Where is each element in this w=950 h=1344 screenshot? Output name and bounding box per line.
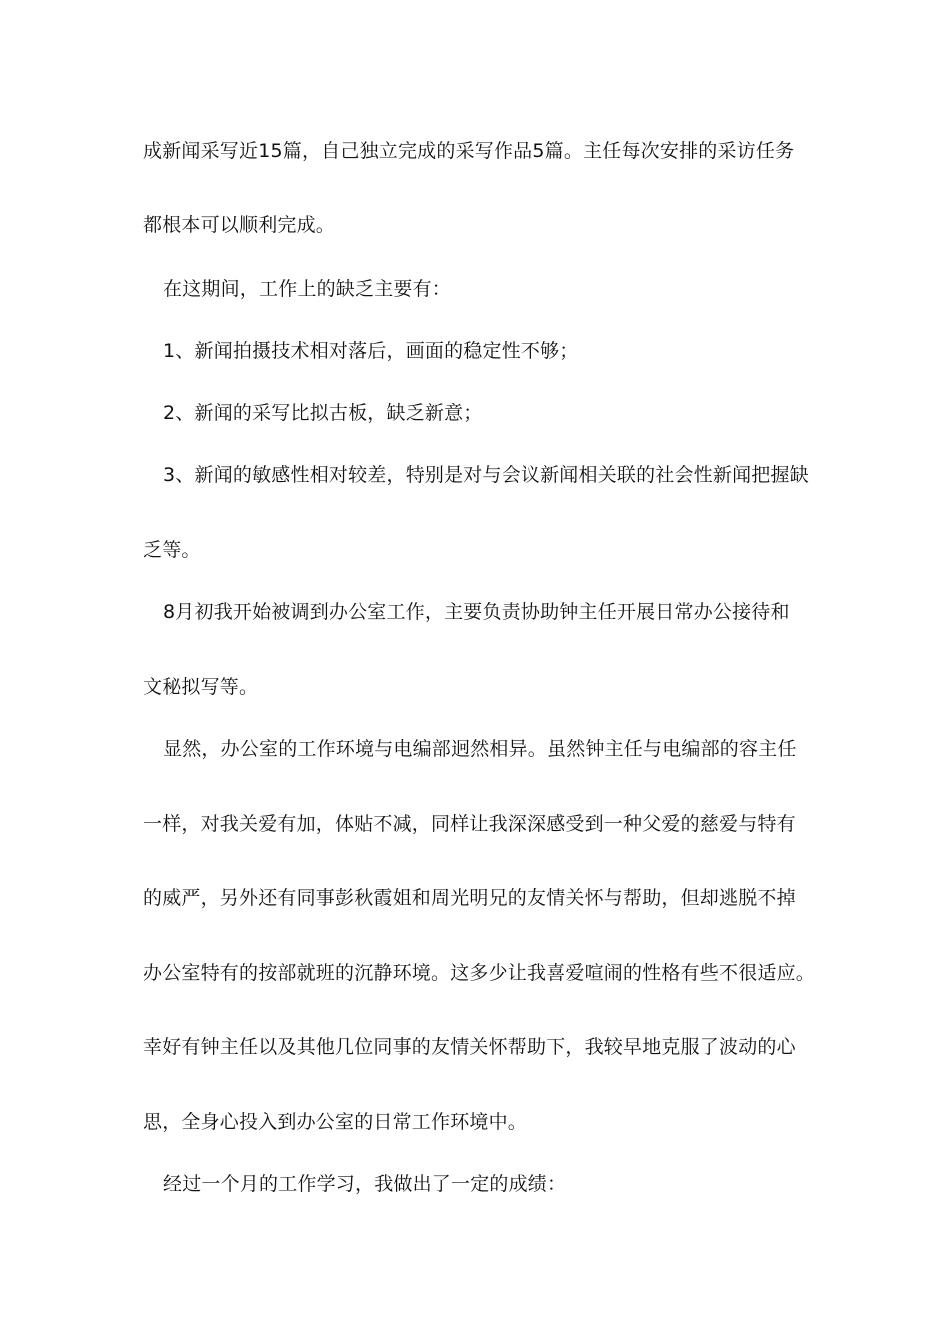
text-line-15: 思，全身心投入到办公室的日常工作环境中。 xyxy=(143,1111,528,1133)
list-item-3: 3、新闻的敏感性相对较差，特别是对与会议新闻相关联的社会性新闻把握缺 xyxy=(163,464,809,486)
text-line-8: 8月初我开始被调到办公室工作，主要负责协助钟主任开展日常办公接待和 xyxy=(163,601,790,623)
text-line-16: 经过一个月的工作学习，我做出了一定的成绩： xyxy=(163,1173,567,1195)
text-line-3: 在这期间，工作上的缺乏主要有： xyxy=(163,278,452,300)
text-line-13: 办公室特有的按部就班的沉静环境。这多少让我喜爱喧闹的性格有些不很适应。 xyxy=(143,962,816,984)
text-line-7: 乏等。 xyxy=(143,539,201,561)
list-item-1: 1、新闻拍摄技术相对落后，画面的稳定性不够； xyxy=(163,340,579,362)
text-line-10: 显然，办公室的工作环境与电编部迥然相异。虽然钟主任与电编部的容主任 xyxy=(163,738,797,760)
text-line-14: 幸好有钟主任以及其他几位同事的友情关怀帮助下，我较早地克服了波动的心 xyxy=(143,1036,796,1058)
text-line-9: 文秘拟写等。 xyxy=(143,676,259,698)
text-line-11: 一样，对我关爱有加，体贴不减，同样让我深深感受到一种父爱的慈爱与特有 xyxy=(143,813,796,835)
text-line-1: 成新闻采写近15篇，自己独立完成的采写作品5篇。主任每次安排的采访任务 xyxy=(143,140,795,162)
text-line-12: 的威严，另外还有同事彭秋霞姐和周光明兄的友情关怀与帮助，但却逃脱不掉 xyxy=(143,887,796,909)
list-item-2: 2、新闻的采写比拟古板，缺乏新意； xyxy=(163,402,483,424)
text-line-2: 都根本可以顺利完成。 xyxy=(143,214,336,236)
